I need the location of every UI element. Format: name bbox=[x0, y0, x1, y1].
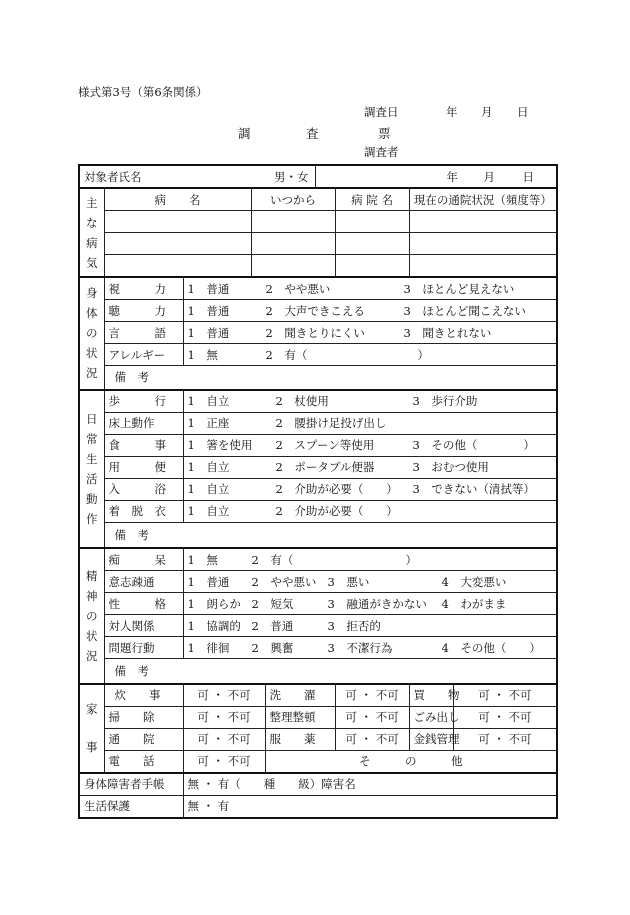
body-label-speech: 言 語 bbox=[104, 322, 183, 344]
mental-label-dementia: 痴 呆 bbox=[104, 548, 183, 571]
illness-header-since: いつから bbox=[251, 188, 335, 211]
hw-other[interactable]: そ の 他 bbox=[265, 750, 557, 773]
survey-year-label: 年 bbox=[446, 105, 458, 119]
hw-ability-money[interactable]: 可 ・ 不可 bbox=[453, 728, 557, 750]
daily-label-dressing: 着 脱 衣 bbox=[104, 500, 183, 522]
mental-label-personality: 性 格 bbox=[104, 593, 183, 615]
mental-options-personality[interactable]: 1 朗らか 2 短気 3 融通がきかない 4 わがまま bbox=[183, 593, 557, 615]
subject-name-label: 対象者氏名 bbox=[84, 169, 142, 184]
subject-sex-label: 男・女 bbox=[274, 170, 309, 184]
body-label-allergy: アレルギー bbox=[104, 344, 183, 366]
title-char-3: 票 bbox=[378, 126, 391, 141]
hw-ability-cooking[interactable]: 可 ・ 不可 bbox=[183, 684, 265, 707]
hw-label-money: 金銭管理 bbox=[409, 728, 453, 750]
mental-label-behavior: 問題行動 bbox=[104, 637, 183, 659]
form-number: 様式第3号（第6条関係） bbox=[78, 85, 208, 99]
hw-ability-shopping[interactable]: 可 ・ 不可 bbox=[453, 684, 557, 707]
welfare-label: 生活保護 bbox=[79, 795, 183, 818]
hw-ability-garbage[interactable]: 可 ・ 不可 bbox=[453, 706, 557, 728]
daily-label-walking: 歩 行 bbox=[104, 390, 183, 413]
subject-year-label: 年 bbox=[446, 170, 459, 184]
hw-label-shopping: 買 物 bbox=[409, 684, 453, 707]
mental-remarks[interactable]: 備 考 bbox=[104, 659, 557, 684]
daily-options-walking[interactable]: 1 自立 2 杖使用 3 歩行介助 bbox=[183, 390, 557, 413]
subject-birthdate-cell[interactable] bbox=[315, 165, 557, 188]
mental-label-communication: 意志疎通 bbox=[104, 571, 183, 593]
survey-day-label: 日 bbox=[517, 105, 529, 119]
surveyor-label: 調査者 bbox=[364, 145, 399, 159]
mental-options-relations[interactable]: 1 協調的 2 普通 3 拒否的 bbox=[183, 615, 557, 637]
title-char-1: 調 bbox=[238, 126, 251, 141]
illness-header-status: 現在の通院状況（頻度等） bbox=[409, 188, 557, 211]
hw-label-cooking: 炊 事 bbox=[104, 684, 183, 707]
illness-row[interactable] bbox=[79, 211, 557, 233]
daily-remarks[interactable]: 備 考 bbox=[104, 522, 557, 548]
daily-options-floor[interactable]: 1 正座 2 腰掛け足投げ出し bbox=[183, 412, 557, 434]
hw-ability-medication[interactable]: 可 ・ 不可 bbox=[335, 728, 409, 750]
illness-row[interactable] bbox=[79, 233, 557, 255]
title-char-2: 査 bbox=[306, 126, 319, 141]
survey-date-label: 調査日 bbox=[364, 105, 399, 119]
illness-category: 主 な 病 気 bbox=[79, 188, 104, 277]
daily-options-dressing[interactable]: 1 自立 2 介助が必要（ ） bbox=[183, 500, 557, 522]
survey-month-label: 月 bbox=[481, 105, 493, 119]
body-label-vision: 視 力 bbox=[104, 277, 183, 300]
handicap-label: 身体障害者手帳 bbox=[79, 773, 183, 796]
mental-options-communication[interactable]: 1 普通 2 やや悪い 3 悪い 4 大変悪い bbox=[183, 571, 557, 593]
daily-category: 日 常 生 活 動 作 bbox=[79, 390, 104, 549]
daily-label-floor: 床上動作 bbox=[104, 412, 183, 434]
mental-label-relations: 対人関係 bbox=[104, 615, 183, 637]
hw-label-tidying: 整理整頓 bbox=[265, 706, 335, 728]
mental-options-dementia[interactable]: 1 無 2 有（ ） bbox=[183, 548, 557, 571]
hw-label-phone: 電 話 bbox=[104, 750, 183, 773]
subject-name-cell[interactable] bbox=[79, 165, 315, 188]
body-remarks[interactable]: 備 考 bbox=[104, 366, 557, 390]
hw-label-medication: 服 薬 bbox=[265, 728, 335, 750]
body-options-allergy[interactable]: 1 無 2 有（ ） bbox=[183, 344, 557, 366]
hw-ability-phone[interactable]: 可 ・ 不可 bbox=[183, 750, 265, 773]
hw-label-cleaning: 掃 除 bbox=[104, 706, 183, 728]
handicap-value[interactable]: 無 ・ 有（ 種 級）障害名 bbox=[183, 773, 557, 796]
body-category: 身 体 の 状 況 bbox=[79, 277, 104, 390]
survey-form-table bbox=[78, 164, 558, 819]
hw-label-garbage: ごみ出し bbox=[409, 706, 453, 728]
subject-month-label: 月 bbox=[483, 170, 496, 184]
hw-label-laundry: 洗 濯 bbox=[265, 684, 335, 707]
welfare-value[interactable]: 無 ・ 有 bbox=[183, 795, 557, 818]
housework-category: 家 事 bbox=[79, 684, 104, 773]
illness-row[interactable] bbox=[79, 255, 557, 278]
daily-options-toilet[interactable]: 1 自立 2 ポータブル便器 3 おむつ使用 bbox=[183, 456, 557, 478]
illness-header-hospital: 病 院 名 bbox=[335, 188, 409, 211]
body-options-speech[interactable]: 1 普通 2 聞きとりにくい 3 聞きとれない bbox=[183, 322, 557, 344]
hw-ability-laundry[interactable]: 可 ・ 不可 bbox=[335, 684, 409, 707]
hw-ability-tidying[interactable]: 可 ・ 不可 bbox=[335, 706, 409, 728]
daily-options-eating[interactable]: 1 箸を使用 2 スプーン等使用 3 その他（ ） bbox=[183, 434, 557, 456]
daily-label-bathing: 入 浴 bbox=[104, 478, 183, 500]
subject-day-label: 日 bbox=[522, 170, 535, 184]
daily-label-eating: 食 事 bbox=[104, 434, 183, 456]
body-options-vision[interactable]: 1 普通 2 やや悪い 3 ほとんど見えない bbox=[183, 277, 557, 300]
hw-ability-cleaning[interactable]: 可 ・ 不可 bbox=[183, 706, 265, 728]
daily-label-toilet: 用 便 bbox=[104, 456, 183, 478]
daily-options-bathing[interactable]: 1 自立 2 介助が必要（ ） 3 できない（清拭等） bbox=[183, 478, 557, 500]
body-label-hearing: 聴 力 bbox=[104, 300, 183, 322]
mental-options-behavior[interactable]: 1 徘徊 2 興奮 3 不潔行為 4 その他（ ） bbox=[183, 637, 557, 659]
body-options-hearing[interactable]: 1 普通 2 大声できこえる 3 ほとんど聞こえない bbox=[183, 300, 557, 322]
illness-header-name: 病 名 bbox=[104, 188, 251, 211]
hw-label-hospital-visit: 通 院 bbox=[104, 728, 183, 750]
mental-category: 精 神 の 状 況 bbox=[79, 548, 104, 684]
hw-ability-hospital-visit[interactable]: 可 ・ 不可 bbox=[183, 728, 265, 750]
